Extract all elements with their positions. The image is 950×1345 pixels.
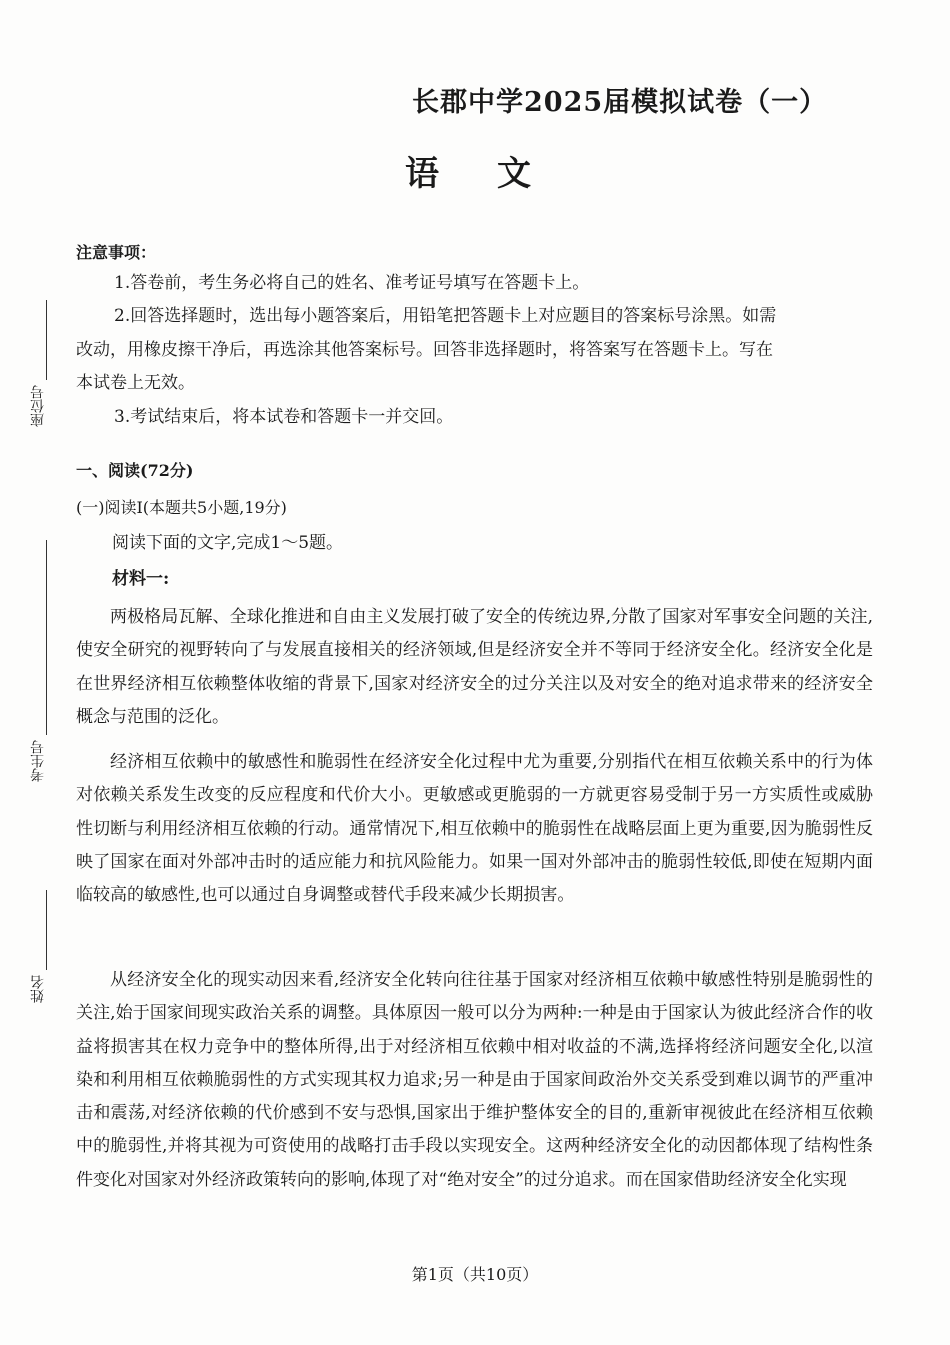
paragraph-3: 从经济安全化的现实动因来看,经济安全化转向往往基于国家对经济相互依赖中敏感性特别是脆弱性的关注,始于国家间现实政治关系的调整。具体原因一般可以分为两种:一种是由于国家认为彼此经济合作的收益将损害其在权力竞争中的整体所得,出于对经济相互依赖中相对收益的不满,选择将经济问题安全化,以渲染和利用相互依赖脆弱性的方式实现其权力追求;另一种是由于国家间政治外交关系受到难以调节的严重冲击和震荡,对经济依赖的代价感到不安与恐惧,国家出于维护整体安全的目的,重新审视彼此在经济相互依赖中的脆弱性,并将其视为可资使用的战略打击手段以实现安全。这两种经济安全化的动因都体现了结构性条件变化对国家对外经济政策转向的影响,体现了对“绝对安全”的过分追求。而在国家借助经济安全化实现	[76, 970, 873, 1190]
name-line	[46, 890, 47, 970]
notice-item-1: 1.答卷前，考生务必将自己的姓名、准考证号填写在答题卡上。	[114, 273, 590, 293]
material-label: 材料一:	[112, 569, 170, 589]
name-label: 姓名	[30, 975, 46, 1003]
subject-title: 语文	[405, 154, 589, 194]
notice-heading: 注意事项：	[76, 243, 157, 262]
reading-instruction: 阅读下面的文字,完成1～5题。	[112, 533, 344, 553]
section-subtitle: (一)阅读Ⅰ(本题共5小题,19分)	[76, 498, 287, 517]
seat-number-label: 座位号	[30, 385, 46, 427]
exam-title: 长郡中学2025届模拟试卷（一）	[412, 87, 828, 118]
notice-item-3: 3.考试结束后，将本试卷和答题卡一并交回。	[114, 407, 454, 427]
page-footer: 第1页（共10页）	[411, 1265, 539, 1284]
seat-number-line	[46, 300, 47, 380]
section-title: 一、阅读(72分)	[76, 461, 194, 480]
exam-number-label: 考生号	[30, 740, 46, 782]
paragraph-2: 经济相互依赖中的敏感性和脆弱性在经济安全化过程中尤为重要,分别指代在相互依赖关系中的行为体对依赖关系发生改变的反应程度和代价大小。更敏感或更脆弱的一方就更容易受制于另一方实质性或威胁性切断与利用经济相互依赖的行动。通常情况下,相互依赖中的脆弱性在战略层面上更为重要,因为脆弱性反映了国家在面对外部冲击时的适应能力和抗风险能力。如果一国对外部冲击的脆弱性较低,即使在短期内面临较高的敏感性,也可以通过自身调整或替代手段来减少长期损害。	[76, 752, 873, 906]
paragraph-1: 两极格局瓦解、全球化推进和自由主义发展打破了安全的传统边界,分散了国家对军事安全问题的关注,使安全研究的视野转向了与发展直接相关的经济领域,但是经济安全并不等同于经济安全化。经济安全化是在世界经济相互依赖整体收缩的背景下,国家对经济安全的过分关注以及对安全的绝对追求带来的经济安全概念与范围的泛化。	[76, 607, 873, 727]
exam-number-line	[46, 540, 47, 735]
notice-item-2-line-3: 本试卷上无效。	[76, 373, 195, 393]
notice-item-2-line-2: 改动，用橡皮擦干净后，再选涂其他答案标号。回答非选择题时，将答案写在答题卡上。写在	[76, 340, 773, 360]
notice-item-2-line-1: 2.回答选择题时，选出每小题答案后，用铅笔把答题卡上对应题目的答案标号涂黑。如需	[114, 306, 777, 326]
